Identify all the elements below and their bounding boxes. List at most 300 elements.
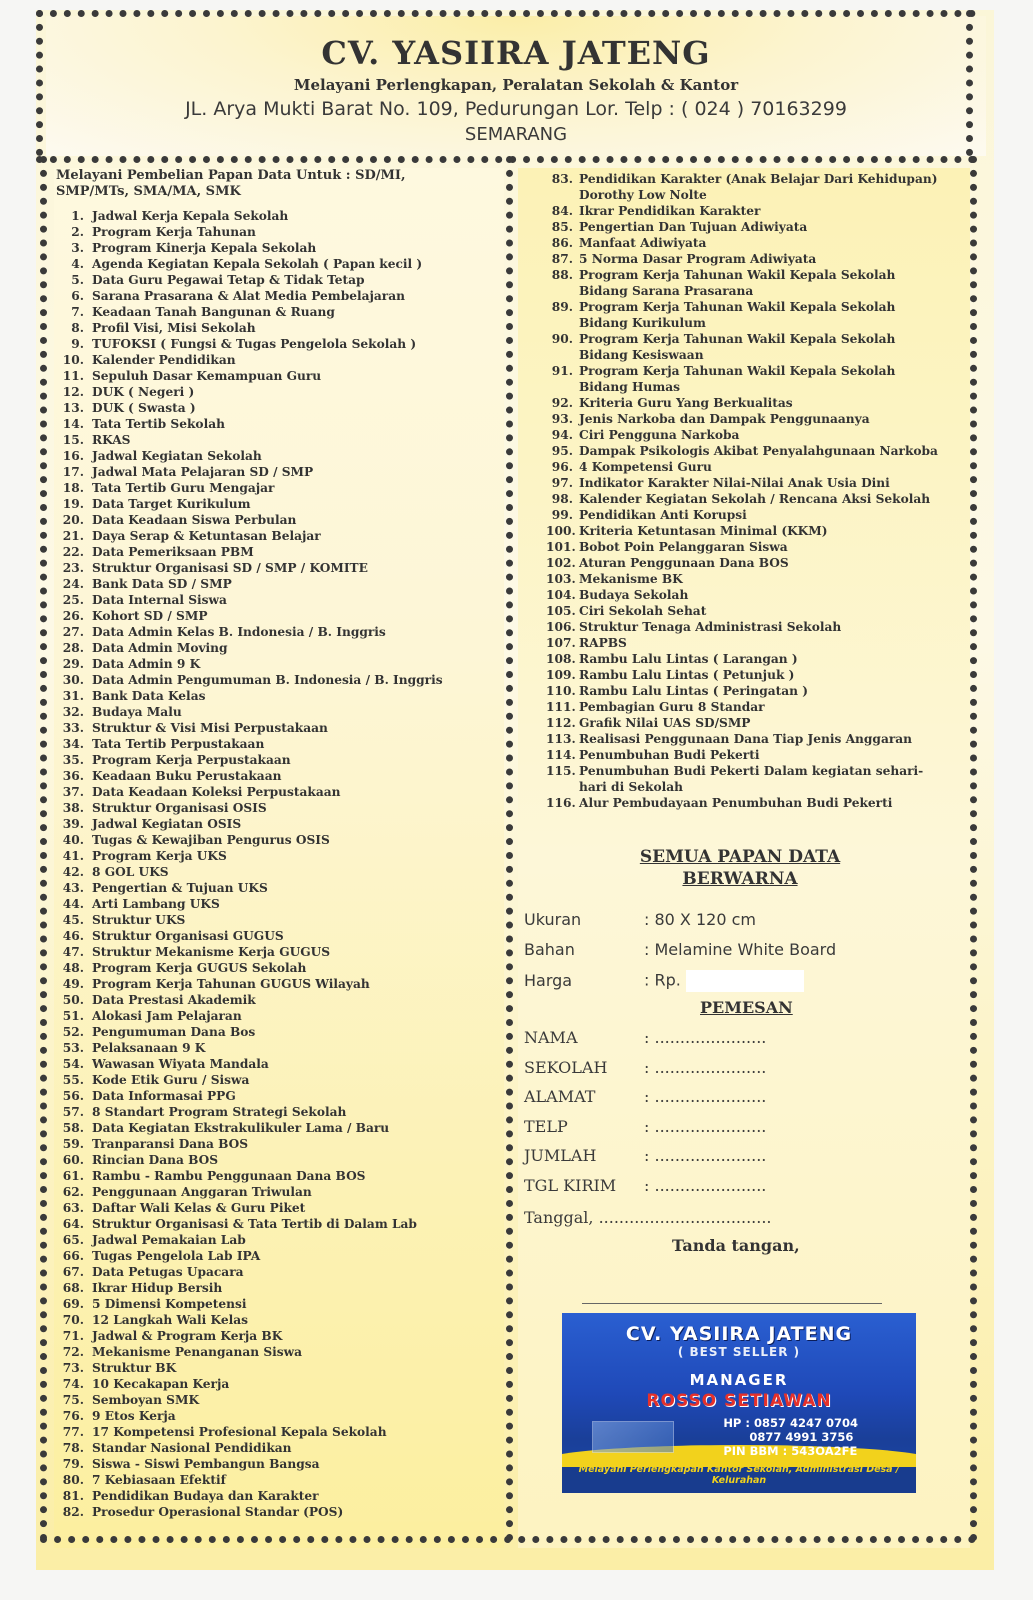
- list-item: [62, 1488, 443, 1504]
- list-item-number: 49.: [62, 977, 84, 991]
- list-item: [62, 1168, 443, 1184]
- list-item: [546, 731, 938, 747]
- list-item-text: Ikrar Hidup Bersih: [92, 1281, 223, 1295]
- list-item-number: 45.: [62, 913, 84, 927]
- list-item-text: Program Kerja Tahunan Wakil Kepala Sekolah Bidang Humas: [579, 364, 896, 394]
- list-item: [62, 336, 443, 352]
- signature-label: Tanda tangan,: [672, 1236, 800, 1255]
- card-pin: PIN BBM : 543OA2FE: [723, 1444, 858, 1458]
- list-item: [546, 523, 938, 539]
- list-item: [62, 944, 443, 960]
- list-item-text: Program Kerja Tahunan: [92, 225, 256, 239]
- list-item-number: 76.: [62, 1409, 84, 1423]
- list-item: [546, 571, 938, 587]
- list-item-text: Wawasan Wiyata Mandala: [92, 1057, 269, 1071]
- list-item: [62, 736, 443, 752]
- list-item-text: Jadwal Mata Pelajaran SD / SMP: [92, 465, 314, 479]
- list-item-number: 91.: [551, 364, 573, 378]
- list-item-text: Daftar Wali Kelas & Guru Piket: [92, 1201, 306, 1215]
- list-item-number: 62.: [62, 1185, 84, 1199]
- list-item-text: Bank Data SD / SMP: [92, 577, 232, 591]
- list-item-text: Rambu Lalu Lintas ( Petunjuk ): [579, 668, 795, 682]
- list-item-number: 85.: [551, 220, 573, 234]
- list-item-text: Alur Pembudayaan Penumbuhan Budi Pekerti: [579, 796, 893, 810]
- list-item: [546, 699, 938, 715]
- list-item: [62, 1024, 443, 1040]
- list-item-number: 86.: [551, 236, 573, 250]
- list-item-text: Struktur Organisasi GUGUS: [92, 929, 284, 943]
- list-item: [62, 1440, 443, 1456]
- list-item-number: 36.: [62, 769, 84, 783]
- list-item-number: 9.: [71, 337, 84, 351]
- list-item: [62, 800, 443, 816]
- list-item: [62, 240, 443, 256]
- list-item-text: Keadaan Buku Perustakaan: [92, 769, 282, 783]
- list-item-number: 63.: [62, 1201, 84, 1215]
- list-item: [62, 1184, 443, 1200]
- list-item-text: Rambu Lalu Lintas ( Peringatan ): [579, 684, 809, 698]
- list-item: [546, 635, 938, 651]
- list-item-number: 114.: [546, 748, 576, 762]
- list-item-number: 105.: [546, 604, 576, 618]
- list-item-text: Grafik Nilai UAS SD/SMP: [579, 716, 751, 730]
- list-item-number: 47.: [62, 945, 84, 959]
- list-item-text: Rambu - Rambu Penggunaan Dana BOS: [92, 1169, 366, 1183]
- list-item: [62, 464, 443, 480]
- list-item-number: 106.: [546, 620, 576, 634]
- list-item: [62, 592, 443, 608]
- list-item-text: Arti Lambang UKS: [92, 897, 220, 911]
- list-item-number: 12.: [62, 385, 84, 399]
- list-item: [62, 1328, 443, 1344]
- list-item: [62, 1472, 443, 1488]
- list-item-number: 31.: [62, 689, 84, 703]
- list-item-number: 30.: [62, 673, 84, 687]
- list-item-text: Agenda Kegiatan Kepala Sekolah ( Papan kecil ): [92, 257, 423, 271]
- list-item-number: 79.: [62, 1457, 84, 1471]
- list-item: [62, 1376, 443, 1392]
- list-item: [62, 1040, 443, 1056]
- list-item-text: Tranparansi Dana BOS: [92, 1137, 249, 1151]
- list-item-text: Mekanisme Penanganan Siswa: [92, 1345, 303, 1359]
- colored-title-line-2: BERWARNA: [682, 869, 798, 889]
- list-item-number: 53.: [62, 1041, 84, 1055]
- list-item-text: Struktur & Visi Misi Perpustakaan: [92, 721, 328, 735]
- list-item: [62, 1008, 443, 1024]
- list-item: [546, 539, 938, 555]
- list-item-text: Struktur UKS: [92, 913, 186, 927]
- list-item: [62, 928, 443, 944]
- board-list-right: [546, 171, 938, 811]
- list-item-number: 27.: [62, 625, 84, 639]
- list-item: [62, 384, 443, 400]
- list-item: [546, 427, 938, 443]
- spec-material-value: : Melamine White Board: [644, 940, 837, 959]
- list-item-text: Tugas & Kewajiban Pengurus OSIS: [92, 833, 330, 847]
- list-item: [546, 619, 938, 635]
- list-item-text: Prosedur Operasional Standar (POS): [92, 1505, 344, 1519]
- list-item-text: Pengertian & Tujuan UKS: [92, 881, 268, 895]
- border-right-header: [966, 10, 973, 156]
- list-item-number: 113.: [546, 732, 576, 746]
- list-item: [546, 587, 938, 603]
- list-item-number: 50.: [62, 993, 84, 1007]
- list-item-text: Data Petugas Upacara: [92, 1265, 244, 1279]
- list-item-text: Ciri Pengguna Narkoba: [579, 428, 740, 442]
- list-item-text: RKAS: [92, 433, 131, 447]
- list-item: [62, 672, 443, 688]
- card-contacts: [723, 1416, 858, 1458]
- spec-price: [524, 970, 804, 992]
- card-phone-2: 0877 4991 3756: [749, 1430, 854, 1444]
- list-item-number: 89.: [551, 300, 573, 314]
- colored-boards-title: [600, 846, 880, 890]
- list-item-text: Jadwal Kerja Kepala Sekolah: [92, 209, 289, 223]
- card-company-name: CV. YASIIRA JATENG: [625, 1323, 853, 1345]
- list-item-text: Program Kerja Perpustakaan: [92, 753, 291, 767]
- list-item-number: 74.: [62, 1377, 84, 1391]
- brochure-header: [46, 16, 986, 156]
- border-top: [36, 10, 976, 17]
- list-item-text: Data Admin 9 K: [92, 657, 201, 671]
- border-left-header: [36, 10, 43, 156]
- list-item-text: Standar Nasional Pendidikan: [92, 1441, 292, 1455]
- list-item: [62, 1504, 443, 1520]
- list-item-text: Pendidikan Karakter (Anak Belajar Dari Kehidupan) Dorothy Low Nolte: [579, 172, 938, 202]
- list-item-number: 65.: [62, 1233, 84, 1247]
- list-item: [546, 203, 938, 219]
- list-item: [546, 651, 938, 667]
- list-item-number: 68.: [62, 1281, 84, 1295]
- list-item-text: Program Kerja Tahunan GUGUS Wilayah: [92, 977, 370, 991]
- board-list-left: [62, 208, 443, 1520]
- list-item: [546, 555, 938, 571]
- list-item-number: 88.: [551, 268, 573, 282]
- price-redaction: [686, 970, 804, 992]
- list-item: [546, 235, 938, 251]
- spec-size-label: Ukuran: [524, 910, 582, 929]
- list-item-number: 13.: [62, 401, 84, 415]
- intro-text: [56, 168, 456, 200]
- list-item: [62, 400, 443, 416]
- list-item-number: 80.: [62, 1473, 84, 1487]
- list-item-number: 17.: [62, 465, 84, 479]
- list-item-number: 58.: [62, 1121, 84, 1135]
- list-item: [546, 395, 938, 411]
- list-item-number: 71.: [62, 1329, 84, 1343]
- spec-material-label: Bahan: [524, 940, 575, 959]
- list-item: [62, 512, 443, 528]
- list-item-number: 3.: [71, 241, 84, 255]
- order-form-row[interactable]: [524, 1058, 766, 1077]
- list-item-number: 40.: [62, 833, 84, 847]
- list-item-number: 72.: [62, 1345, 84, 1359]
- list-item: [546, 747, 938, 763]
- list-item: [546, 219, 938, 235]
- spec-material: [524, 940, 836, 959]
- list-item-number: 81.: [62, 1489, 84, 1503]
- list-item-number: 52.: [62, 1025, 84, 1039]
- list-item-number: 92.: [551, 396, 573, 410]
- list-item-text: 17 Kompetensi Profesional Kepala Sekolah: [92, 1425, 387, 1439]
- list-item-text: Program Kerja Tahunan Wakil Kepala Sekolah Bidang Kurikulum: [579, 300, 896, 330]
- list-item-number: 83.: [551, 172, 573, 186]
- list-item: [62, 576, 443, 592]
- list-item-number: 14.: [62, 417, 84, 431]
- list-item: [62, 1264, 443, 1280]
- list-item-number: 1.: [71, 209, 84, 223]
- list-item-text: Kohort SD / SMP: [92, 609, 208, 623]
- order-form-row[interactable]: [524, 1087, 766, 1106]
- list-item-number: 109.: [546, 668, 576, 682]
- list-item-text: Ikrar Pendidikan Karakter: [579, 204, 761, 218]
- list-item-text: Tugas Pengelola Lab IPA: [92, 1249, 261, 1263]
- list-item-number: 84.: [551, 204, 573, 218]
- company-address: JL. Arya Mukti Barat No. 109, Pedurungan Lor. Telp : ( 024 ) 70163299: [185, 98, 847, 120]
- list-item-text: Struktur Organisasi & Tata Tertib di Dalam Lab: [92, 1217, 417, 1231]
- order-date-line: Tanggal, ..................................: [524, 1208, 772, 1227]
- border-left: [40, 156, 47, 1542]
- list-item-text: Data Keadaan Siswa Perbulan: [92, 513, 297, 527]
- list-item: [62, 544, 443, 560]
- list-item-number: 7.: [71, 305, 84, 319]
- list-item-text: Struktur Organisasi OSIS: [92, 801, 267, 815]
- list-item-number: 23.: [62, 561, 84, 575]
- list-item-number: 60.: [62, 1153, 84, 1167]
- list-item: [62, 1136, 443, 1152]
- list-item-number: 93.: [551, 412, 573, 426]
- list-item-text: Data Guru Pegawai Tetap & Tidak Tetap: [92, 273, 365, 287]
- list-item-text: Data Prestasi Akademik: [92, 993, 256, 1007]
- list-item-number: 43.: [62, 881, 84, 895]
- list-item: [62, 1392, 443, 1408]
- list-item-number: 97.: [551, 476, 573, 490]
- list-item: [62, 448, 443, 464]
- list-item-text: Pengumuman Dana Bos: [92, 1025, 256, 1039]
- order-form-blank[interactable]: : ......................: [644, 1146, 767, 1165]
- order-form-row[interactable]: [524, 1117, 766, 1136]
- order-form-row[interactable]: [524, 1028, 766, 1047]
- list-item-number: 96.: [551, 460, 573, 474]
- list-item-text: Sepuluh Dasar Kemampuan Guru: [92, 369, 322, 383]
- list-item: [546, 507, 938, 523]
- list-item-number: 57.: [62, 1105, 84, 1119]
- list-item: [62, 1152, 443, 1168]
- list-item-text: 5 Dimensi Kompetensi: [92, 1297, 247, 1311]
- order-form-blank[interactable]: : ......................: [644, 1087, 767, 1106]
- list-item-number: 98.: [551, 492, 573, 506]
- list-item-number: 11.: [62, 369, 84, 383]
- list-item-text: 12 Langkah Wali Kelas: [92, 1313, 248, 1327]
- intro-line-2: SMP/MTs, SMA/MA, SMK: [56, 184, 241, 199]
- list-item-text: Dampak Psikologis Akibat Penyalahgunaan Narkoba: [579, 444, 938, 458]
- list-item-number: 112.: [546, 716, 576, 730]
- list-item-number: 15.: [62, 433, 84, 447]
- list-item-number: 5.: [71, 273, 84, 287]
- list-item-number: 54.: [62, 1057, 84, 1071]
- list-item-number: 101.: [546, 540, 576, 554]
- card-slogan: Melayani Perlengkapan Kantor Sekolah, Administrasi Desa / Kelurahan: [578, 1464, 900, 1486]
- order-form-blank[interactable]: : ......................: [644, 1057, 767, 1077]
- list-item-text: Struktur Organisasi SD / SMP / KOMITE: [92, 561, 368, 575]
- list-item: [62, 1088, 443, 1104]
- list-item: [62, 704, 443, 720]
- list-item-text: Jadwal Pemakaian Lab: [92, 1233, 246, 1247]
- list-item-number: 35.: [62, 753, 84, 767]
- order-form-title: PEMESAN: [700, 998, 793, 1017]
- list-item: [62, 816, 443, 832]
- list-item: [62, 848, 443, 864]
- list-item-text: Pembagian Guru 8 Standar: [579, 700, 765, 714]
- list-item-number: 90.: [551, 332, 573, 346]
- list-item-text: Data Informasai PPG: [92, 1089, 236, 1103]
- list-item-text: Data Target Kurikulum: [92, 497, 251, 511]
- list-item-number: 100.: [546, 524, 576, 538]
- list-item: [62, 624, 443, 640]
- list-item-text: Program Kinerja Kepala Sekolah: [92, 241, 317, 255]
- list-item: [62, 768, 443, 784]
- list-item: [62, 880, 443, 896]
- list-item-text: Jadwal & Program Kerja BK: [92, 1329, 283, 1343]
- order-form-row[interactable]: [524, 1176, 766, 1195]
- list-item: [62, 368, 443, 384]
- order-form-blank[interactable]: : ......................: [644, 1028, 767, 1047]
- list-item: [62, 1104, 443, 1120]
- list-item-number: 87.: [551, 252, 573, 266]
- list-item: [62, 896, 443, 912]
- list-item: [546, 299, 938, 331]
- list-item-text: Bobot Poin Pelanggaran Siswa: [579, 540, 788, 554]
- list-item-text: 9 Etos Kerja: [92, 1409, 176, 1423]
- list-item: [62, 208, 443, 224]
- list-item: [546, 667, 938, 683]
- list-item-number: 25.: [62, 593, 84, 607]
- list-item-number: 38.: [62, 801, 84, 815]
- list-item-text: Budaya Sekolah: [579, 588, 689, 602]
- list-item-text: 5 Norma Dasar Program Adiwiyata: [579, 252, 817, 266]
- list-item: [62, 688, 443, 704]
- list-item: [62, 560, 443, 576]
- list-item-number: 55.: [62, 1073, 84, 1087]
- list-item-number: 2.: [71, 225, 84, 239]
- border-column-divider: [506, 156, 513, 1542]
- list-item-number: 4.: [71, 257, 84, 271]
- list-item-number: 48.: [62, 961, 84, 975]
- list-item-text: Aturan Penggunaan Dana BOS: [579, 556, 789, 570]
- computer-screen-icon: [592, 1421, 674, 1453]
- list-item-text: Pendidikan Budaya dan Karakter: [92, 1489, 319, 1503]
- list-item-text: Jadwal Kegiatan OSIS: [92, 817, 242, 831]
- list-item-number: 28.: [62, 641, 84, 655]
- card-role: MANAGER: [689, 1371, 789, 1389]
- list-item-text: Realisasi Penggunaan Dana Tiap Jenis Anggaran: [579, 732, 913, 746]
- list-item: [62, 1232, 443, 1248]
- list-item-text: Pengertian Dan Tujuan Adiwiyata: [579, 220, 808, 234]
- list-item: [62, 976, 443, 992]
- list-item-text: Data Admin Kelas B. Indonesia / B. Inggris: [92, 625, 386, 639]
- list-item-number: 29.: [62, 657, 84, 671]
- list-item-text: Keadaan Tanah Bangunan & Ruang: [92, 305, 335, 319]
- list-item-text: Pendidikan Anti Korupsi: [579, 508, 747, 522]
- list-item: [62, 1456, 443, 1472]
- list-item-number: 16.: [62, 449, 84, 463]
- list-item-text: Tata Tertib Sekolah: [92, 417, 225, 431]
- list-item-text: Data Pemeriksaan PBM: [92, 545, 254, 559]
- order-form-label: NAMA: [524, 1028, 578, 1047]
- list-item-text: 10 Kecakapan Kerja: [92, 1377, 230, 1391]
- list-item: [62, 352, 443, 368]
- list-item-number: 20.: [62, 513, 84, 527]
- list-item-text: Bank Data Kelas: [92, 689, 206, 703]
- order-form-row[interactable]: [524, 1146, 766, 1165]
- list-item: [62, 1200, 443, 1216]
- list-item-number: 103.: [546, 572, 576, 586]
- list-item: [62, 1344, 443, 1360]
- list-item: [546, 331, 938, 363]
- list-item: [62, 1216, 443, 1232]
- list-item-text: Manfaat Adiwiyata: [579, 236, 707, 250]
- list-item-number: 22.: [62, 545, 84, 559]
- spec-size: [524, 910, 756, 929]
- list-item-text: Semboyan SMK: [92, 1393, 200, 1407]
- list-item-number: 21.: [62, 529, 84, 543]
- list-item-number: 51.: [62, 1009, 84, 1023]
- order-form-blank[interactable]: : ......................: [644, 1116, 767, 1136]
- list-item-text: Program Kerja Tahunan Wakil Kepala Sekolah Bidang Kesiswaan: [579, 332, 896, 362]
- list-item-text: Data Keadaan Koleksi Perpustakaan: [92, 785, 341, 799]
- list-item-number: 41.: [62, 849, 84, 863]
- list-item-number: 116.: [546, 796, 576, 810]
- list-item-number: 73.: [62, 1361, 84, 1375]
- list-item: [62, 432, 443, 448]
- list-item: [62, 784, 443, 800]
- list-item: [62, 304, 443, 320]
- list-item: [62, 256, 443, 272]
- list-item-number: 75.: [62, 1393, 84, 1407]
- list-item: [62, 1248, 443, 1264]
- list-item-text: 8 Standart Program Strategi Sekolah: [92, 1105, 347, 1119]
- list-item-number: 104.: [546, 588, 576, 602]
- list-item-number: 34.: [62, 737, 84, 751]
- list-item-number: 18.: [62, 481, 84, 495]
- list-item-number: 99.: [551, 508, 573, 522]
- order-form-blank[interactable]: : ......................: [644, 1175, 767, 1195]
- list-item-number: 56.: [62, 1089, 84, 1103]
- list-item: [546, 715, 938, 731]
- list-item-number: 115.: [546, 764, 576, 778]
- list-item-number: 42.: [62, 865, 84, 879]
- intro-line-1: Melayani Pembelian Papan Data Untuk : SD/MI,: [56, 168, 406, 183]
- list-item: [62, 752, 443, 768]
- list-item-text: Kalender Kegiatan Sekolah / Rencana Aksi Sekolah: [579, 492, 931, 506]
- list-item-text: Data Admin Pengumuman B. Indonesia / B. Inggris: [92, 673, 443, 687]
- list-item-number: 32.: [62, 705, 84, 719]
- card-phone-1: HP : 0857 4247 0704: [723, 1416, 858, 1430]
- list-item: [62, 1056, 443, 1072]
- list-item-text: Profil Visi, Misi Sekolah: [92, 321, 256, 335]
- border-right: [970, 156, 977, 1542]
- list-item-number: 111.: [546, 700, 576, 714]
- list-item: [62, 656, 443, 672]
- list-item-number: 64.: [62, 1217, 84, 1231]
- list-item-number: 59.: [62, 1137, 84, 1151]
- list-item: [546, 411, 938, 427]
- list-item-number: 108.: [546, 652, 576, 666]
- list-item-number: 61.: [62, 1169, 84, 1183]
- list-item-text: 8 GOL UKS: [92, 865, 169, 879]
- list-item: [62, 1312, 443, 1328]
- list-item-number: 102.: [546, 556, 576, 570]
